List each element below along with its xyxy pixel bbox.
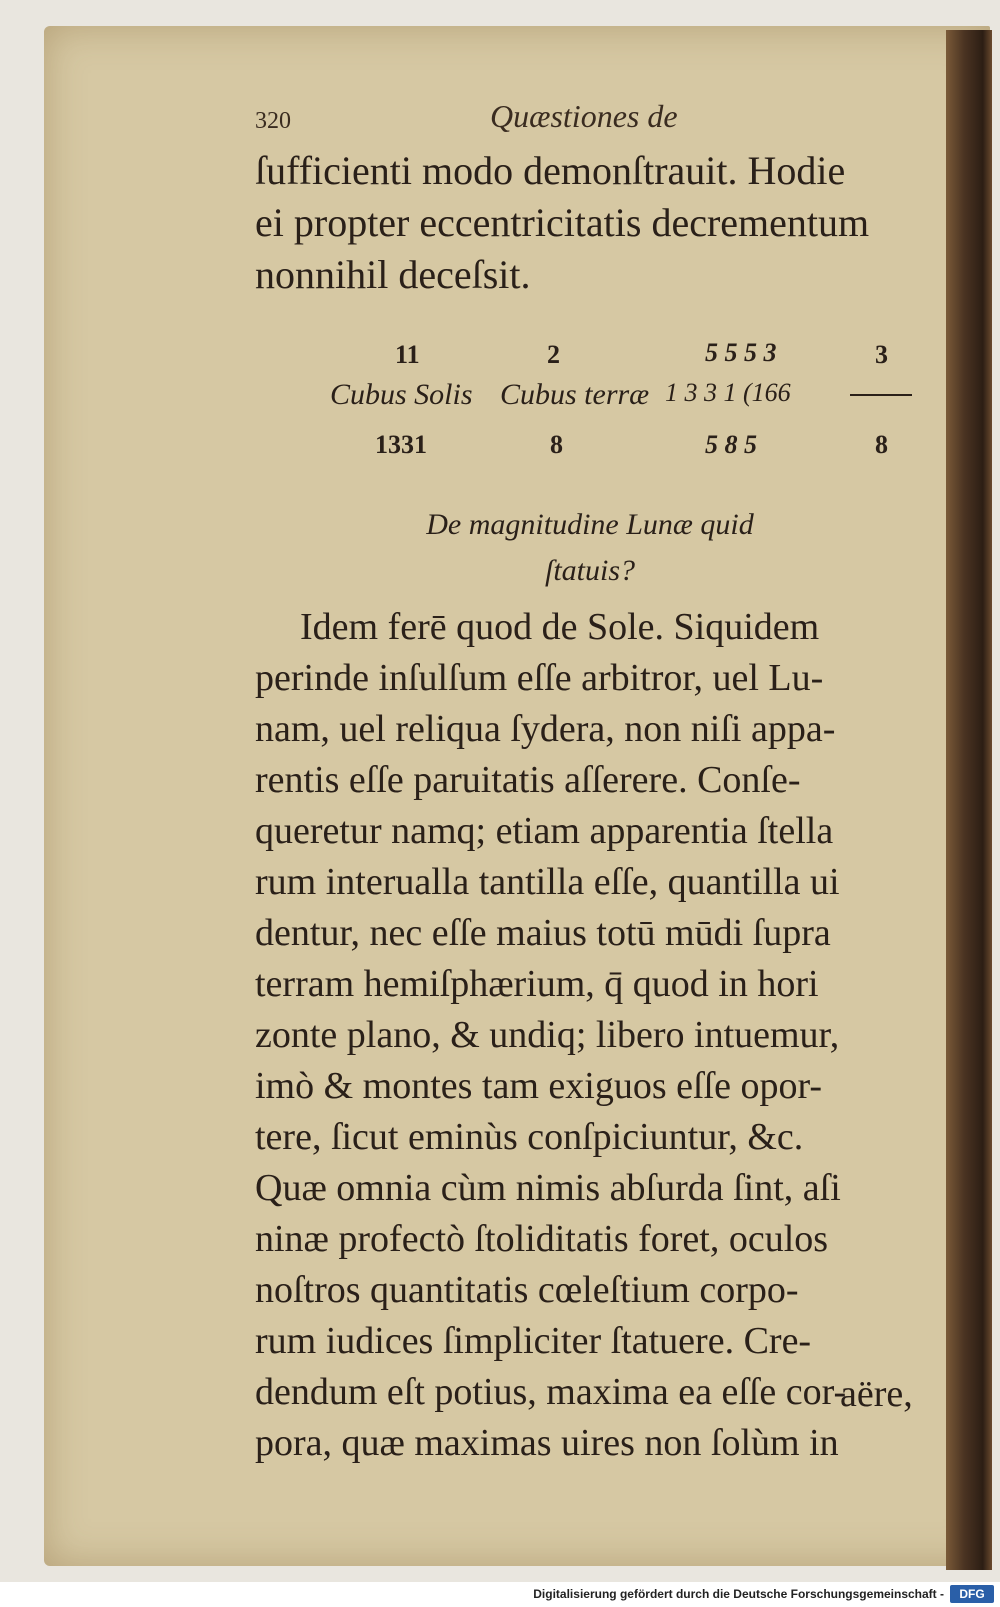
table-cell: Cubus Solis bbox=[330, 378, 473, 411]
text-line: nam, uel reliqua ſydera, non niſi appa- bbox=[255, 708, 836, 750]
text-line: rentis eſſe paruitatis aſſerere. Conſe- bbox=[255, 759, 801, 801]
question-line: ſtatuis? bbox=[544, 554, 635, 587]
text-line: rum interualla tantilla eſſe, quantilla ui bbox=[255, 861, 840, 903]
text-line: Quæ omnia cùm nimis abſurda ſint, aſi bbox=[255, 1167, 841, 1209]
footer-bar bbox=[0, 1582, 1000, 1607]
question-line: De magnitudine Lunæ quid bbox=[426, 508, 754, 541]
table-cell: Cubus terræ bbox=[500, 378, 650, 411]
table-cell: 8 bbox=[875, 430, 888, 459]
text-line: perinde inſulſum eſſe arbitror, uel Lu- bbox=[255, 657, 824, 699]
catchword: aëre, bbox=[840, 1373, 913, 1415]
book-spine bbox=[946, 30, 992, 1570]
table-cell: 1331 bbox=[375, 430, 427, 459]
text-line: ei propter eccentricitatis decrementum bbox=[255, 200, 870, 245]
table-cell: 2 bbox=[547, 340, 560, 369]
text-line: ſufficienti modo demonſtrauit. Hodie bbox=[255, 148, 846, 193]
question-heading bbox=[255, 502, 925, 594]
table-cell: 8 bbox=[550, 430, 563, 459]
text-line: dendum eſt potius, maxima ea eſſe cor- bbox=[255, 1371, 847, 1413]
table-rule bbox=[850, 394, 912, 396]
text-line: rum iudices ſimpliciter ſtatuere. Cre- bbox=[255, 1320, 812, 1362]
text-line: tere, ſicut eminùs conſpiciuntur, &c. bbox=[255, 1116, 804, 1158]
text-line: dentur, nec eſſe maius totū mūdi ſupra bbox=[255, 912, 831, 954]
table-cell: 11 bbox=[395, 340, 420, 369]
table-cell: 3 bbox=[875, 340, 888, 369]
text-line: Idem ferē quod de Sole. Siquidem bbox=[300, 606, 820, 648]
page-header bbox=[255, 98, 925, 138]
text-line: nonnihil deceſsit. bbox=[255, 252, 531, 297]
text-line: terram hemiſphærium, q̄ quod in hori bbox=[255, 963, 819, 1005]
page-number: 320 bbox=[255, 108, 291, 134]
cube-calculation-table bbox=[320, 330, 920, 460]
text-line: pora, quæ maximas uires non ſolùm in bbox=[255, 1422, 839, 1464]
text-line: ninæ profectò ſtoliditatis foret, oculos bbox=[255, 1218, 829, 1260]
funding-credit: Digitalisierung gefördert durch die Deutsche Forschungsgemeinschaft - bbox=[533, 1587, 944, 1601]
text-line: queretur namq; etiam apparentia ſtella bbox=[255, 810, 834, 852]
table-cell: 5 5 5 3 bbox=[705, 338, 777, 367]
dfg-logo-icon: DFG bbox=[950, 1585, 994, 1603]
table-cell: 5 8 5 bbox=[705, 430, 757, 459]
paragraph-2 bbox=[255, 602, 925, 1469]
table-cell: 1 3 3 1 (166 bbox=[665, 378, 791, 407]
text-line: imò & montes tam exiguos eſſe opor- bbox=[255, 1065, 823, 1107]
running-head: Quæstiones de bbox=[490, 98, 678, 134]
paragraph-1 bbox=[255, 145, 925, 301]
text-line: noſtros quantitatis cœleſtium corpo- bbox=[255, 1269, 799, 1311]
text-line: zonte plano, & undiq; libero intuemur, bbox=[255, 1014, 840, 1056]
